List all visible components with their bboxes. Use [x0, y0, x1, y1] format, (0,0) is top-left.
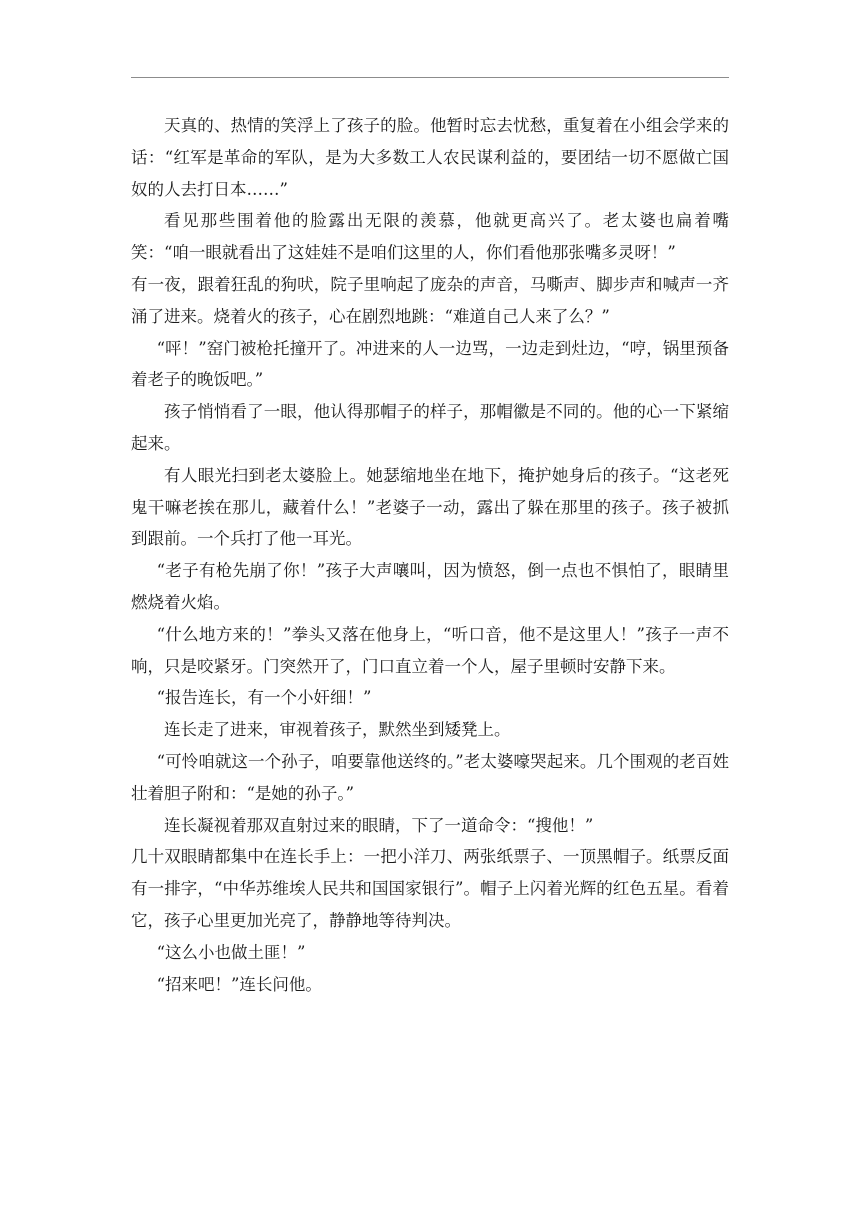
- paragraph: 看见那些围着他的脸露出无限的羡慕，他就更高兴了。老太婆也扁着嘴笑：“咱一眼就看出了这娃娃不是咱们这里的人，你们看他那张嘴多灵呀！”: [131, 211, 729, 263]
- paragraph: 有人眼光扫到老太婆脸上。她瑟缩地坐在地下，掩护她身后的孩子。“这老死鬼干嘛老挨在那儿，藏着什么！”老婆子一动，露出了躲在那里的孩子。孩子被抓到跟前。一个兵打了他一耳光。: [131, 465, 729, 549]
- paragraph: 连长走了进来，审视着孩子，默然坐到矮凳上。: [164, 720, 511, 740]
- paragraph: “什么地方来的！”拳头又落在他身上，“听口音，他不是这里人！”孩子一声不响，只是咬紧牙。门突然开了，门口直立着一个人，屋子里顿时安静下来。: [131, 624, 729, 676]
- paragraph: 几十双眼睛都集中在连长手上：一把小洋刀、两张纸票子、一顶黑帽子。纸票反面有一排字，“中华苏维埃人民共和国国家银行”。帽子上闪着光辉的红色五星。看着它，孩子心里更加光亮了，静静地等待判决。: [131, 847, 729, 930]
- document-body: [131, 110, 729, 1000]
- paragraph: “可怜咱就这一个孙子，咱要靠他送终的。”老太婆嚎哭起来。几个围观的老百姓壮着胆子附和：“是她的孙子。”: [131, 751, 729, 803]
- paragraph: 连长凝视着那双直射过来的眼睛，下了一道命令：“搜他！”: [164, 815, 594, 835]
- paragraph: “招来吧！”连长问他。: [156, 974, 322, 994]
- paragraph: “报告连长，有一个小奸细！”: [156, 688, 372, 708]
- paragraph: 天真的、热情的笑浮上了孩子的脸。他暂时忘去忧愁，重复着在小组会学来的话：“红军是革命的军队，是为大多数工人农民谋利益的，要团结一切不愿做亡国奴的人去打日本……”: [131, 116, 729, 199]
- header-rule: [131, 77, 729, 78]
- paragraph: “这么小也做土匪！”: [156, 942, 306, 962]
- paragraph: “呯！”窑门被枪托撞开了。冲进来的人一边骂，一边走到灶边，“哼，锅里预备着老子的晚饭吧。”: [131, 338, 729, 390]
- paragraph: 有一夜，跟着狂乱的狗吠，院子里响起了庞杂的声音，马嘶声、脚步声和喊声一齐涌了进来。烧着火的孩子，心在剧烈地跳：“难道自己人来了么？”: [131, 274, 729, 326]
- paragraph: 孩子悄悄看了一眼，他认得那帽子的样子，那帽徽是不同的。他的心一下紧缩起来。: [131, 402, 729, 453]
- paragraph: “老子有枪先崩了你！”孩子大声嚷叫，因为愤怒，倒一点也不惧怕了，眼睛里燃烧着火焰。: [131, 561, 729, 612]
